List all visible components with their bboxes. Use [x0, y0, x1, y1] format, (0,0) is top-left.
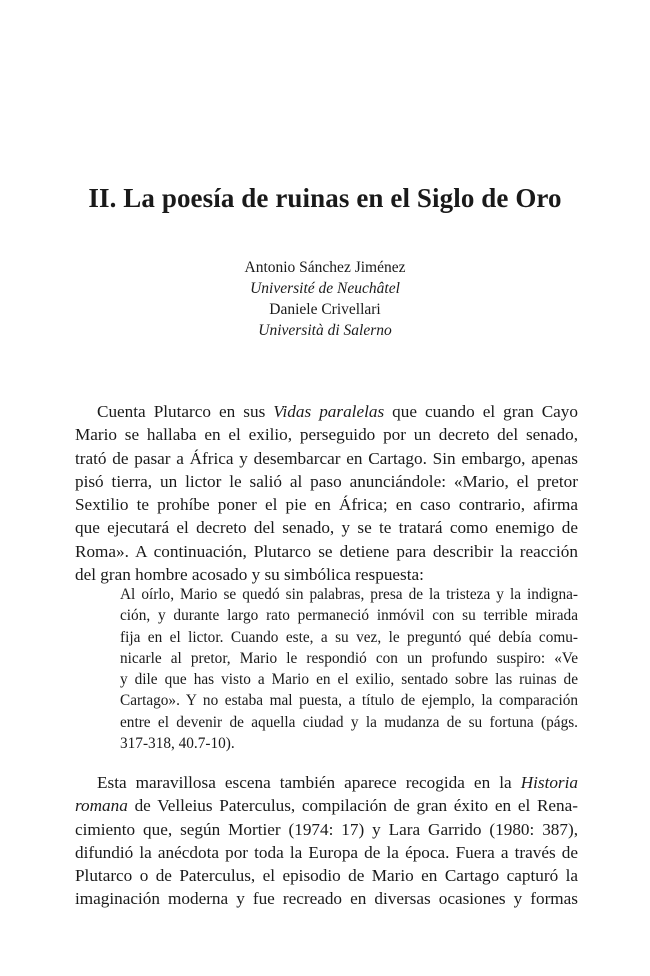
- text-line: Sextilio te prohíbe poner el pie en África; en caso contrario, afirma: [75, 495, 578, 515]
- quote-line: entre el devenir de aquella ciudad y la mudanza de su fortuna (págs.: [120, 713, 578, 731]
- text-line: que ejecutará el decreto del senado, y se te tratará como enemigo de: [75, 518, 578, 538]
- book-title: Vidas paralelas: [273, 402, 385, 421]
- text-line: cimiento que, según Mortier (1974: 17) y Lara Garrido (1980: 387),: [75, 819, 578, 839]
- author-name: Antonio Sánchez Jiménez: [244, 259, 406, 276]
- text-line: Cuenta Plutarco en sus Vidas paralelas que cuando el gran Cayo: [97, 402, 578, 421]
- author-block: [0, 257, 650, 341]
- text-line: del gran hombre acosado y su simbólica respuesta:: [75, 565, 424, 585]
- quote-line: Cartago». Y no estaba mal puesta, a título de ejemplo, la comparación: [120, 692, 578, 710]
- book-title: romana: [75, 796, 128, 816]
- block-quote: [120, 584, 578, 754]
- quote-line: ción, y durante largo rato permaneció inmóvil con su terrible mirada: [120, 607, 578, 625]
- text-line: trató de pasar a África y desembarcar en Cartago. Sin embargo, apenas: [75, 448, 578, 468]
- text-line: pisó tierra, un lictor le salió al paso anunciándole: «Mario, el pretor: [75, 471, 578, 491]
- text-line: romana de Velleius Paterculus, compilación de gran éxito en el Rena-: [75, 796, 578, 816]
- text-line: Esta maravillosa escena también aparece recogida en la Historia: [97, 773, 578, 792]
- author-name: Daniele Crivellari: [269, 301, 381, 318]
- author-affiliation: Università di Salerno: [258, 322, 392, 339]
- text-line: difundió la anécdota por toda la Europa de la época. Fuera a través de: [75, 842, 578, 862]
- text-line: imaginación moderna y fue recreado en diversas ocasiones y formas: [75, 889, 578, 909]
- body-paragraph-1: [75, 400, 578, 586]
- quote-line: Al oírlo, Mario se quedó sin palabras, presa de la tristeza y la indigna-: [120, 586, 578, 603]
- text-line: Roma». A continuación, Plutarco se detiene para describir la reacción: [75, 541, 578, 561]
- quote-line: fija en el lictor. Cuando este, a su vez, le preguntó qué debía comu-: [120, 628, 578, 646]
- quote-line: 317-318, 40.7-10).: [120, 735, 235, 753]
- quote-line: y dile que has visto a Mario en el exilio, sentado sobre las ruinas de: [120, 671, 578, 689]
- text-line: Mario se hallaba en el exilio, perseguido por un decreto del senado,: [75, 425, 578, 445]
- chapter-title: II. La poesía de ruinas en el Siglo de Oro: [88, 183, 562, 213]
- author-affiliation: Université de Neuchâtel: [250, 280, 400, 297]
- book-title: Historia: [520, 773, 578, 792]
- body-paragraph-2: [75, 771, 578, 911]
- text-line: Plutarco o de Paterculus, el episodio de Mario en Cartago capturó la: [75, 866, 578, 886]
- quote-line: nicarle al pretor, Mario le respondió con un profundo suspiro: «Ve: [120, 649, 578, 667]
